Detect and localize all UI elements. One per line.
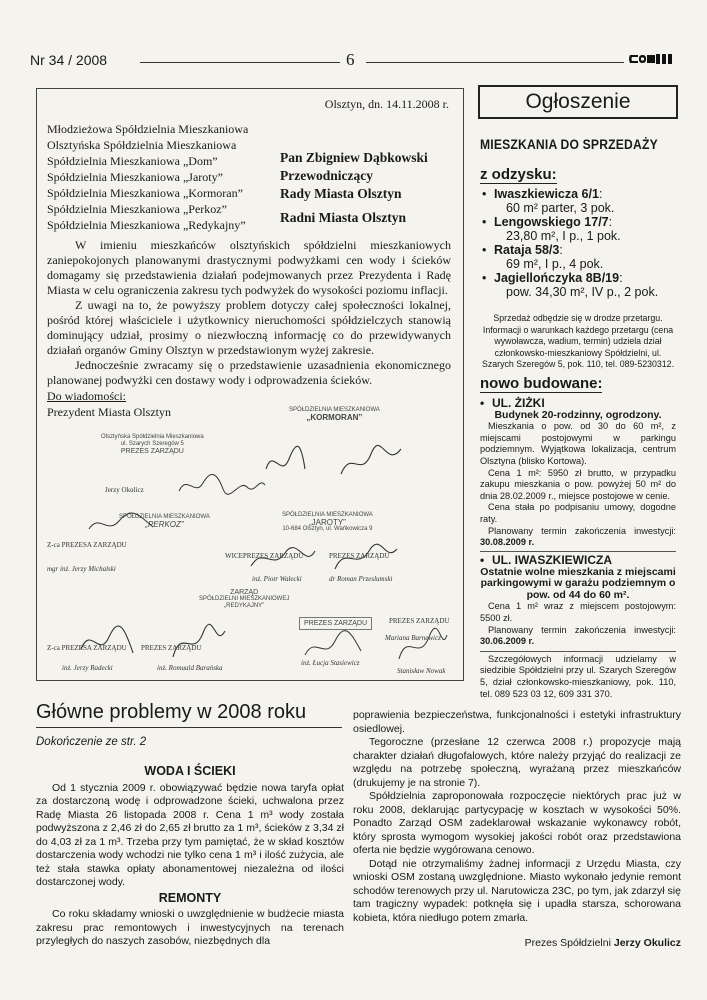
open-letter [36, 88, 464, 681]
list-item: • Rataja 58/3: 69 m², I p., 4 pok. [482, 243, 678, 271]
sale-advertisement [478, 85, 678, 699]
section-heading: WODA I ŚCIEKI [144, 764, 236, 778]
stamp-perkoz: SPÓŁDZIELNIA MIESZKANIOWA „PERKOZ” [119, 514, 210, 529]
apartment-list [482, 187, 678, 299]
header-rule-right [366, 62, 624, 63]
list-item: • Jagiellończyka 8B/19: pow. 34,30 m², IV p., 2 pok. [482, 271, 678, 299]
signature-scribble-icon [77, 619, 227, 664]
ad-paragraph: Planowany termin zakończenia inwestycji: 30.06.2009 r. [480, 624, 676, 647]
ad-iwaszkiewicza-subheading: Ostatnie wolne mieszkania z miejscami parkingowymi w garażu podziemnym o pow. od 44 do 60 m². [480, 565, 676, 601]
signature-title: Z-ca PREZESA ZARZĄDU [47, 541, 127, 549]
sender-list [47, 121, 248, 233]
ad-divider [480, 551, 676, 552]
article-signature: Prezes Spółdzielni Jerzy Okulicz [524, 937, 681, 949]
article-column-right [353, 709, 681, 951]
signature-redykajny-president: inż. Romuald Barańska [157, 664, 223, 672]
sender-item: Olsztyńska Spółdzielnia Mieszkaniowa [47, 138, 237, 152]
letter-date: Olsztyn, dn. 14.11.2008 r. [324, 97, 449, 111]
ad-note-tender: Sprzedaż odbędzie się w drodze przetargu. Informacji o warunkach każdego przetargu (cena wywoławcza, wadium, termin) udziela dział członkowsko-mieszkaniowy Spółdzielni, ul. Szarych Szeregów 5, pok. 110, tel. 089-5230312. [481, 313, 675, 369]
addressee-title: Przewodniczący [280, 168, 373, 183]
ad-iwaszkiewicza-heading: • UL. IWASZKIEWICZA [480, 555, 676, 567]
letter-paragraph: Jednocześnie zwracamy się o przedstawienie uzasadnienia ekonomicznego planowanej podwyżki cen dostawy wody i odprowadzenia ścieków. [47, 358, 451, 387]
sender-item: Spółdzielnia Mieszkaniowa „Dom” [47, 154, 218, 168]
addressee-council: Radni Miasta Olsztyn [280, 210, 407, 225]
sender-item: Młodzieżowa Spółdzielnia Mieszkaniowa [47, 122, 249, 136]
article-continuation: Dokończenie ze str. 2 [36, 736, 147, 748]
osm-logo [628, 51, 676, 67]
signature-title: PREZES ZARZĄDU [329, 552, 390, 560]
signature-dom-vice: Stanisław Nowak [397, 667, 446, 675]
ad-paragraph: Cena stała po podpisaniu umowy, dogodne raty. [480, 502, 676, 524]
signature-perkoz: mgr inż. Jerzy Michalski [47, 565, 116, 573]
article-title-rule [36, 727, 342, 728]
signature-redykajny-vice: inż. Jerzy Radecki [62, 664, 113, 672]
ad-note-contact: Szczegółowych informacji udzielamy w siedzibie Spółdzielni przy ul. Szarych Szeregów 5, dział członkowsko-mieszkaniowy, pok. 110, tel. 089 523 03 12, 609 331 370. [480, 653, 676, 699]
list-item: • Iwaszkiewicza 6/1: 60 m² parter, 3 pok. [482, 187, 678, 215]
cc-name: Prezydent Miasta Olsztyn [47, 405, 171, 419]
ad-paragraph: Planowany termin zakończenia inwestycji: 30.08.2009 r. [480, 525, 676, 548]
stamp-kormoran: SPÓŁDZIELNIA MIESZKANIOWA „KORMORAN” [289, 407, 380, 422]
article-paragraph: Dotąd nie otrzymaliśmy żadnej informacji z Urzędu Miasta, czy wnioski OSM zostaną uwzględnione. Miasto wykonało jedynie remont schodów terenowych przy ul. Narutowicza 23C, po tym, jak zdarzył się tam tragiczny wypadek: potknęła się i upadła starsza, schorowana kobieta, która niedługo potem zmarła. [353, 857, 681, 924]
addressee-body: Rady Miasta Olsztyn [280, 186, 402, 201]
header-rule-left [140, 62, 340, 63]
letter-paragraph: W imieniu mieszkańców olsztyńskich spółdzielni mieszkaniowych zaniepokojonych planowanymi drastycznymi podwyżkami cen wody i ścieków domagamy się przedstawienia działań podejmowanych przez Prezydenta i Radę Miasta w celu ograniczenia zakresu tych podwyżek do wysokości poziomu inflacji. [47, 238, 451, 297]
cc-label: Do wiadomości: [47, 389, 126, 403]
article-paragraph: Spółdzielnia zaproponowała rozpoczęcie niektórych prac już w roku 2008, deklarując partycypację w kosztach w wysokości 50%. Ponadto Zarząd OSM zadeklarował wskazanie wykonawcy robót, który sprosta wymogom wysokiej jakości robót oraz przedstawiona oferta nie będzie wygórowana cenowo. [353, 790, 681, 856]
sender-item: Spółdzielnia Mieszkaniowa „Jaroty” [47, 170, 223, 184]
ad-zizki-subheading: Budynek 20-rodzinny, ogrodzony. [494, 408, 662, 421]
signature-title: PREZES ZARZĄDU [141, 644, 202, 652]
signature-msm: inż. Łucja Stasiewicz [301, 659, 360, 667]
stamp-msm: PREZES ZARZĄDU [299, 617, 372, 630]
ad-iwaszkiewicza-block [480, 555, 676, 700]
signature-scribble-icon [261, 439, 411, 484]
article-paragraph: Co roku składamy wnioski o uwzględnienie w budżecie miasta zakresu prac remontowych i inwestycyjnych na terenach przyległych do naszych zasobów, niezbędnych dla [36, 908, 344, 947]
addressee-block [280, 149, 428, 227]
signature-title: WICEPREZES ZARZĄDU [225, 552, 304, 560]
page-number: 6 [346, 50, 355, 69]
letter-paragraph: Z uwagi na to, że powyższy problem dotyczy całej społeczności lokalnej, pośród której właściciele i użytkownicy nieruchomości spółdzielczych stanowią dominujący udział, prosimy o niezwłoczną informację co do przewidywanych działań organów Gminy Olsztyn w przedstawionym wyżej zakresie. [47, 298, 451, 357]
ad-zizki-heading: • UL. ŻIŻKI [480, 398, 676, 410]
addressee-name: Pan Zbigniew Dąbkowski [280, 150, 428, 165]
signature-osm: Jerzy Okulicz [105, 486, 144, 494]
ad-paragraph: Cena 1 m²: 5950 zł brutto, w przypadku zakupu mieszkania o pow. powyżej 50 m² do dnia 28.02.2009 r., miejsce postojowe w cenie. [480, 467, 676, 501]
ad-heading: Ogłoszenie [478, 85, 678, 119]
signature-title: Z-ca PREZESA ZARZĄDU [47, 644, 127, 652]
stamp-jaroty: SPÓŁDZIELNIA MIESZKANIOWA „JAROTY” 10-684 Olsztyn, ul. Wańkowicza 9 [282, 512, 373, 532]
signature-jaroty-vice: inż. Piotr Wałecki [252, 575, 302, 583]
sender-item: Spółdzielnia Mieszkaniowa „Redykajny” [47, 218, 246, 232]
signature-scribble-icon [299, 625, 449, 670]
stamp-redykajny: ZARZĄD SPÓŁDZIELNI MIESZKANIOWEJ „REDYKAJNY” [199, 589, 290, 609]
ad-zizki-block [480, 398, 676, 549]
ad-section-recovered: z odzysku: [480, 166, 557, 183]
sender-item: Spółdzielnia Mieszkaniowa „Kormoran” [47, 186, 243, 200]
article-title: Główne problemy w 2008 roku [36, 701, 307, 723]
signature-scribble-icon [249, 541, 399, 576]
ad-section-new: nowo budowane: [480, 375, 603, 392]
list-item: • Lengowskiego 17/7: 23,80 m², I p., 1 pok. [482, 215, 678, 243]
ad-paragraph: Mieszkania o pow. od 30 do 60 m², z miejscami postojowymi w parkingu podziemnym. Wyjątkowa lokalizacja, centrum Olsztyna (blisko Kortowa). [480, 421, 676, 466]
signature-jaroty-president: dr Roman Przeslumski [329, 575, 393, 583]
signature-scribble-icon [177, 469, 267, 499]
letter-body [47, 238, 451, 388]
article-paragraph: Od 1 stycznia 2009 r. obowiązywać będzie nowa taryfa opłat za dostarczoną wodę i odprowadzone ścieki, uchwalona przez Radę Miasta 26 listopada 2008 r. Cena 1 m³ wody została podwyższona z 2,46 zł do 2,65 zł brutto za 1 m³, ścieków z 3,34 zł do 4,03 zł za 1 m³. Trzeba przy tym pamiętać, że w skład kosztów dostarczenia wody wchodzi nie tylko cena 1 m³ i ilość zużycia, ale też stała stawka opłaty abonamentowej niezależna od ilości dostarczonej wody. [36, 781, 344, 888]
article-paragraph: poprawienia bezpieczeństwa, funkcjonalności i estetyki infrastruktury osiedlowej. [353, 709, 681, 735]
ad-paragraph: Cena 1 m² wraz z miejscem postojowym: 5500 zł. [480, 601, 676, 623]
ad-title: MIESZKANIA DO SPRZEDAŻY [480, 137, 658, 152]
sender-item: Spółdzielnia Mieszkaniowa „Perkoz” [47, 202, 227, 216]
article-paragraph: Tegoroczne (przesłane 12 czerwca 2008 r.) propozycje mają charakter działań długofalowych, które należy przyjąć do realizacji ze względu na potrzebę społeczną, wyrażaną przez mieszkańców (drukujemy je na stronie 7). [353, 736, 681, 789]
issue-number: Nr 34 / 2008 [30, 52, 108, 68]
signature-dom: Mariana Barnewicz [385, 634, 441, 642]
signature-title: PREZES ZARZĄDU [389, 617, 450, 625]
section-heading: REMONTY [158, 890, 222, 905]
signature-scribble-icon [87, 509, 157, 539]
stamp-osm: Olsztyńska Spółdzielnia Mieszkaniowa ul. Szarych Szeregów 5 PREZES ZARZĄDU [101, 434, 204, 455]
article-column-left [36, 763, 344, 949]
